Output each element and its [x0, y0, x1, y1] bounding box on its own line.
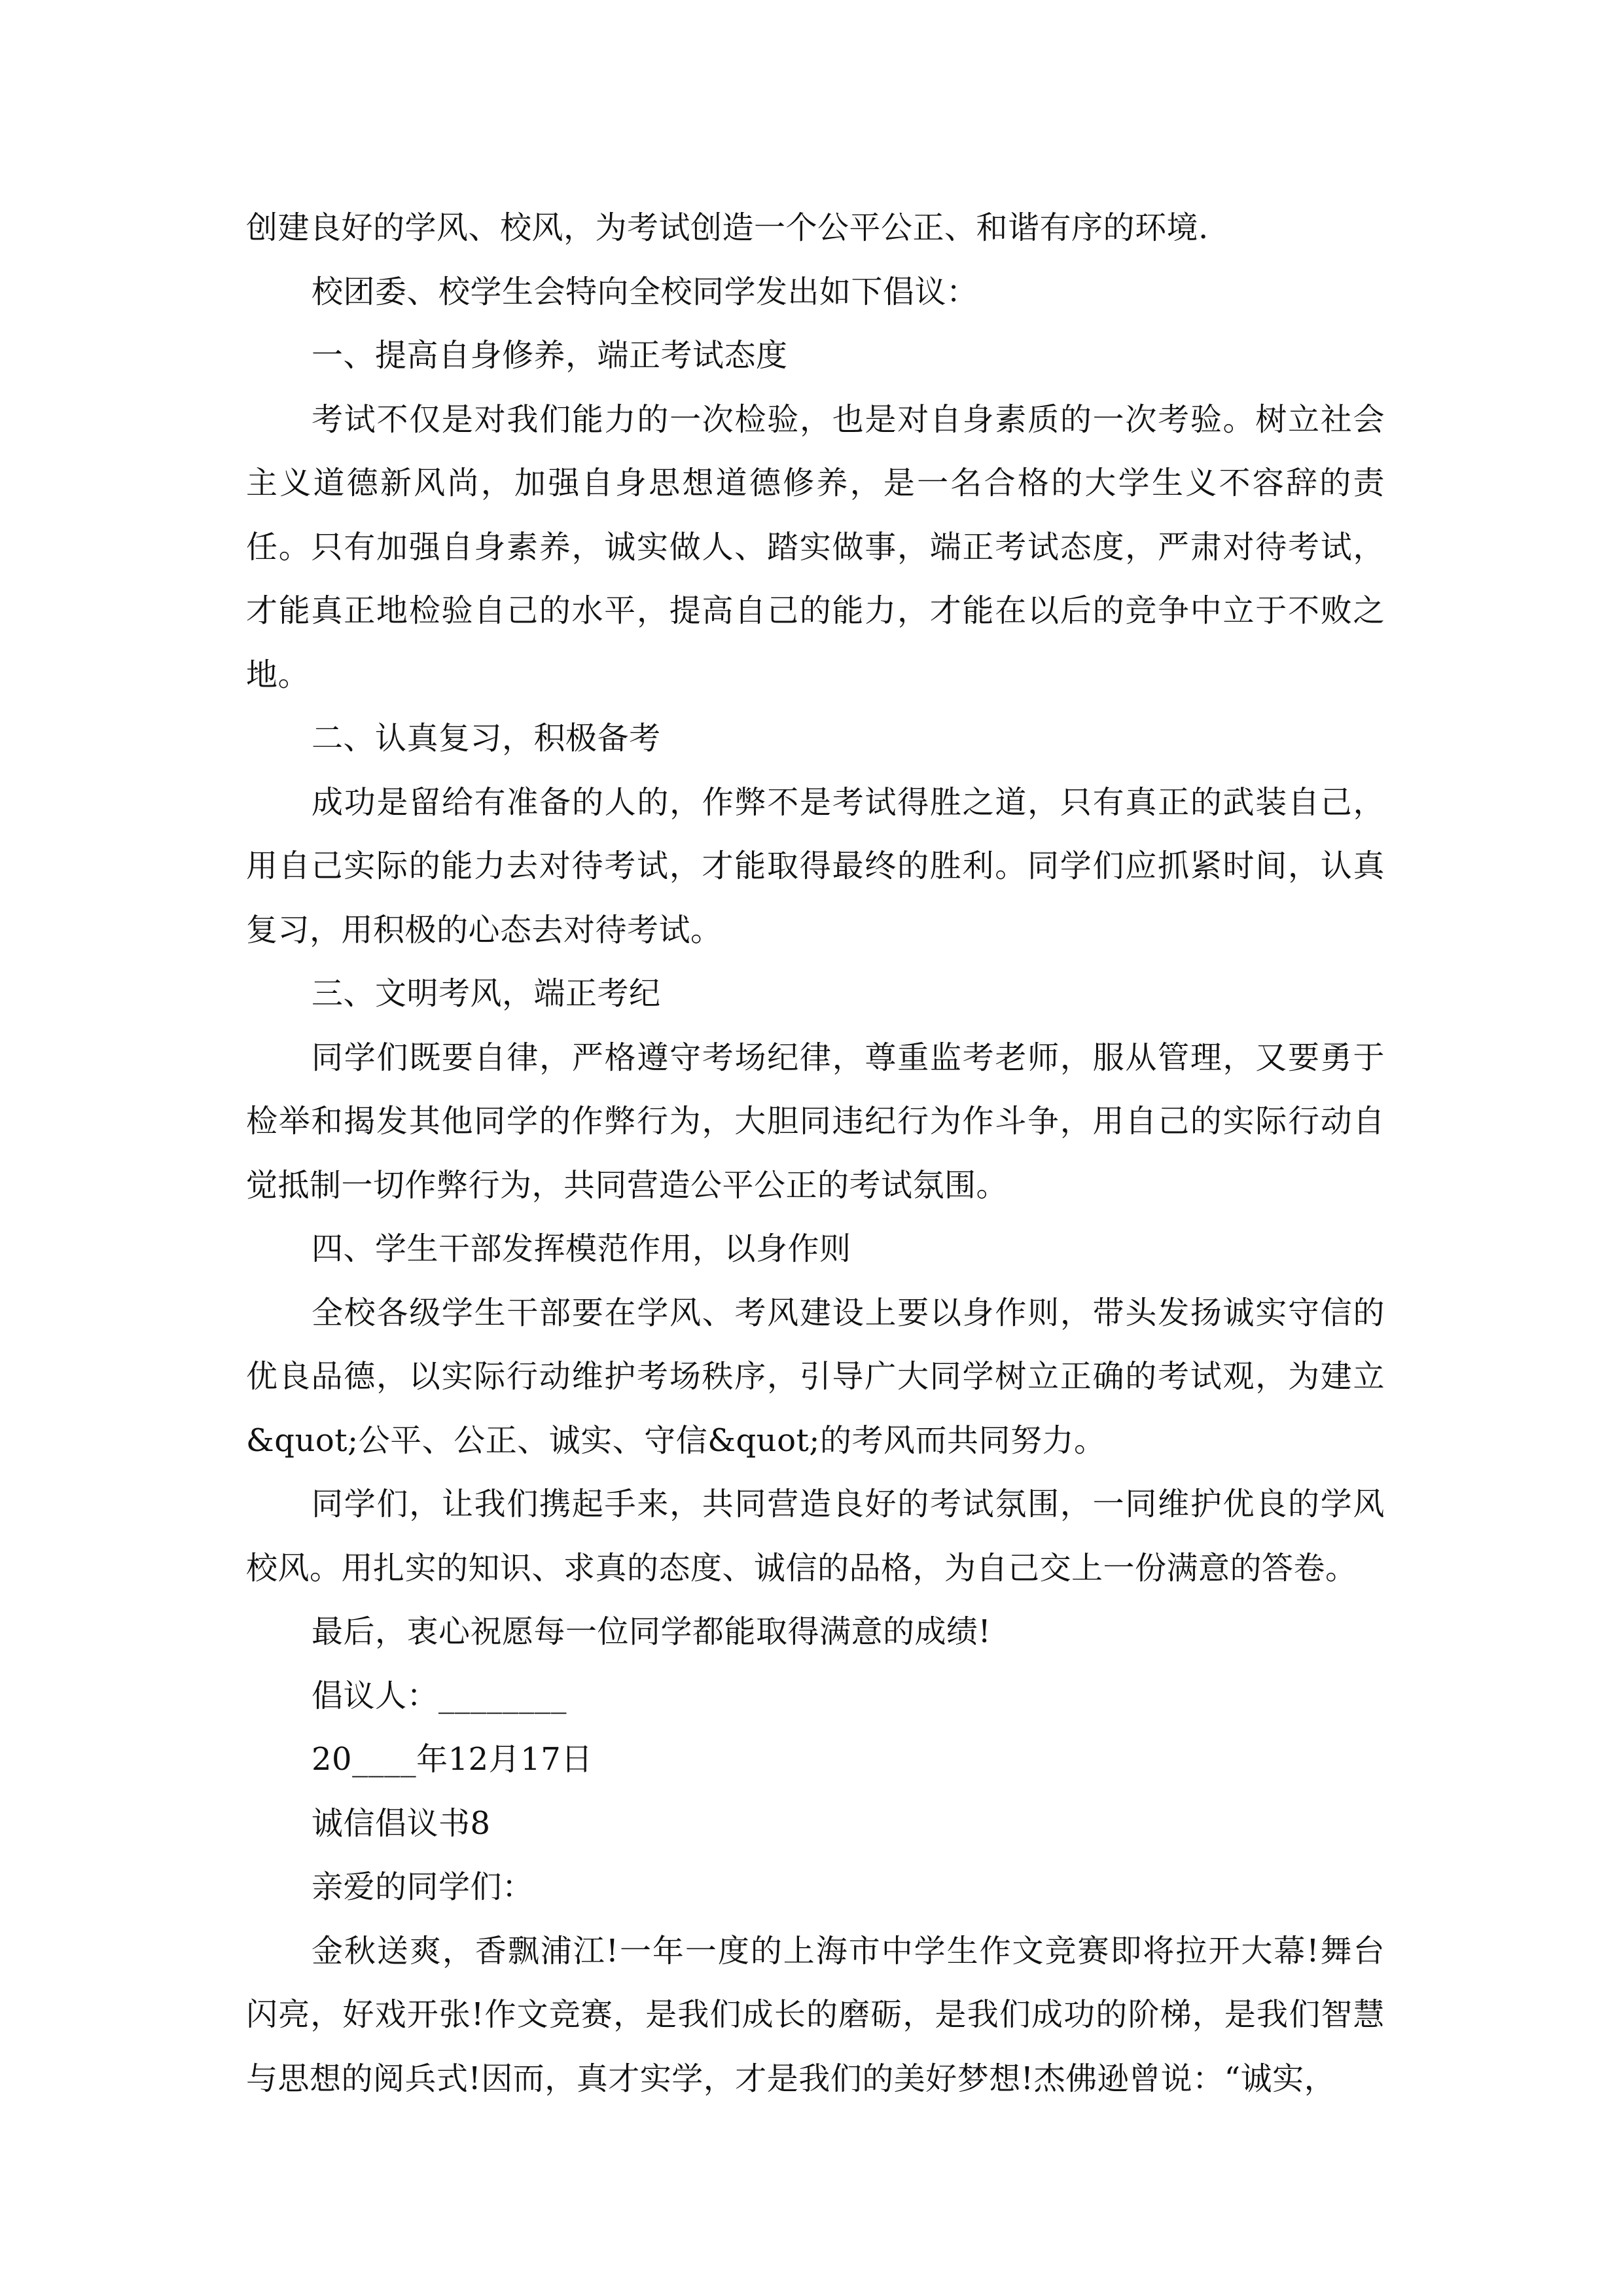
paragraph: 考试不仅是对我们能力的一次检验，也是对自身素质的一次考验。树立社会主义道德新风尚，加强自身思想道德修养，是一名合格的大学生义不容辞的责任。只有加强自身素养，诚实做人、踏实做事，端正考试态度，严肃对待考试，才能真正地检验自己的水平，提高自己的能力，才能在以后的竞争中立于不败之地。	[246, 401, 1385, 693]
salutation: 亲爱的同学们：	[312, 1869, 534, 1905]
paragraph: 金秋送爽，香飘浦江!一年一度的上海市中学生作文竞赛即将拉开大幕!舞台闪亮，好戏开张!作文竞赛，是我们成长的磨砺，是我们成功的阶梯，是我们智慧与思想的阅兵式!因而，真才实学，才是我们的美好梦想!杰佛逊曾说：“诚实，	[246, 1932, 1385, 2097]
document-body	[246, 196, 1385, 2111]
paragraph: 全校各级学生干部要在学风、考风建设上要以身作则，带头发扬诚实守信的优良品德，以实际行动维护考场秩序，引导广大同学树立正确的考试观，为建立&quot;公平、公正、诚实、守信&quot;的考风而共同努力。	[246, 1294, 1385, 1459]
date-line: 20____年12月17日	[312, 1741, 593, 1778]
document-title: 诚信倡议书8	[312, 1804, 491, 1842]
paragraph: 成功是留给有准备的人的，作弊不是考试得胜之道，只有真正的武装自己，用自己实际的能力去对待考试，才能取得最终的胜利。同学们应抓紧时间，认真复习，用积极的心态去对待考试。	[246, 783, 1385, 948]
section-heading: 三、文明考风，端正考纪	[312, 975, 661, 1012]
paragraph: 同学们既要自律，严格遵守考场纪律，尊重监考老师，服从管理，又要勇于检举和揭发其他同学的作弊行为，大胆同违纪行为作斗争，用自己的实际行动自觉抵制一切作弊行为，共同营造公平公正的考试氛围。	[246, 1039, 1385, 1204]
paragraph: 最后，衷心祝愿每一位同学都能取得满意的成绩!	[312, 1613, 991, 1650]
signature-line: 倡议人：________	[312, 1677, 567, 1714]
section-heading: 一、提高自身修养，端正考试态度	[312, 337, 788, 374]
paragraph: 校团委、校学生会特向全校同学发出如下倡议：	[312, 273, 978, 310]
paragraph: 同学们，让我们携起手来，共同营造良好的考试氛围，一同维护优良的学风校风。用扎实的知识、求真的态度、诚信的品格，为自己交上一份满意的答卷。	[246, 1486, 1385, 1587]
section-heading: 二、认真复习，积极备考	[312, 720, 661, 757]
section-heading: 四、学生干部发挥模范作用，以身作则	[312, 1230, 851, 1267]
paragraph: 创建良好的学风、校风，为考试创造一个公平公正、和谐有序的环境.	[246, 209, 1209, 246]
